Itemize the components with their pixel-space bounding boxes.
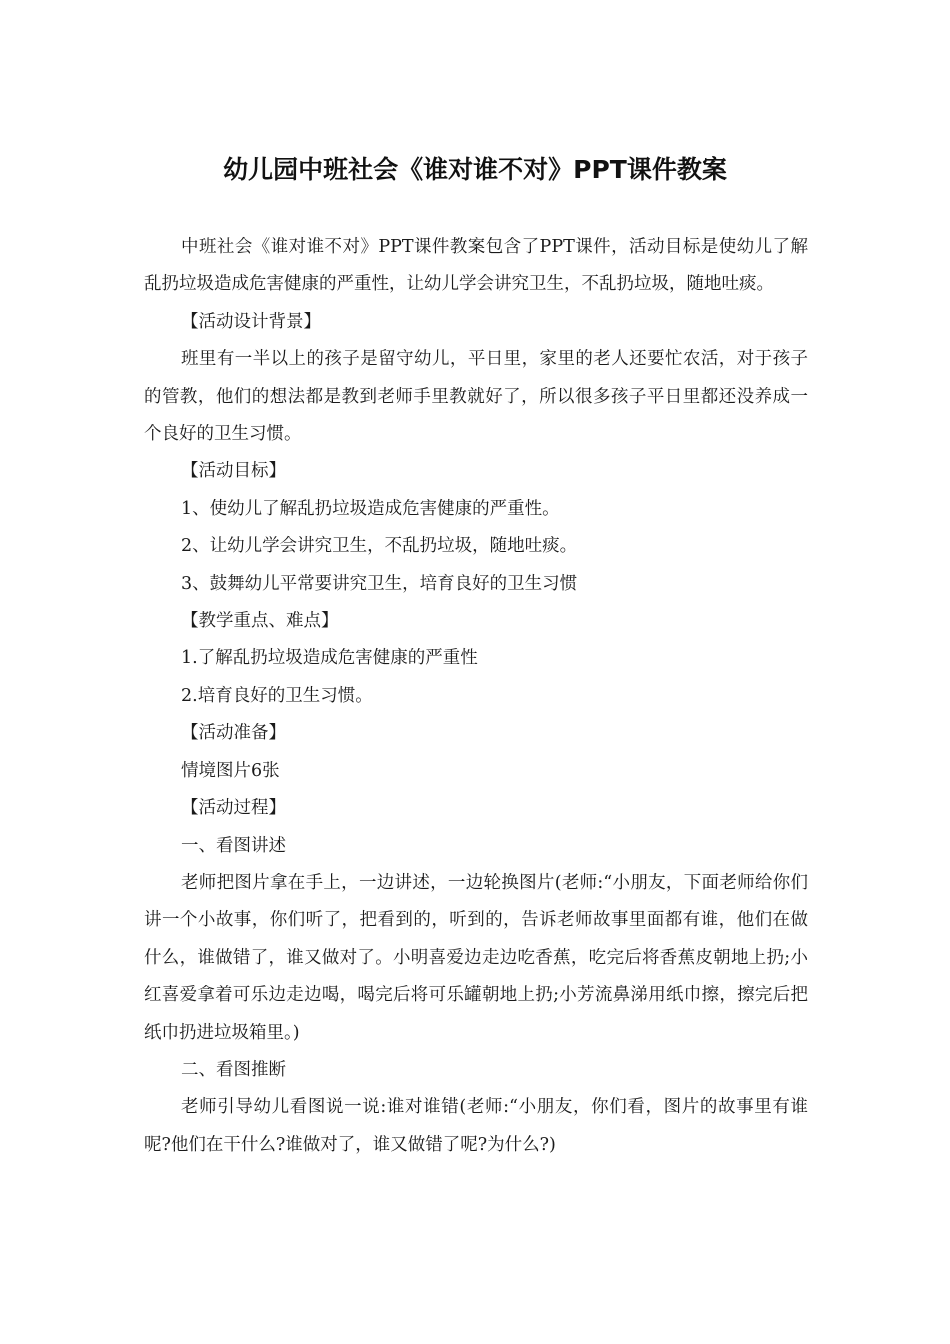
keypoints-heading: 【教学重点、难点】 — [181, 611, 339, 632]
intro-paragraph: 中班社会《谁对谁不对》PPT课件教案包含了PPT课件，活动目标是使幼儿了解乱扔垃圾造成危害健康的严重性，让幼儿学会讲究卫生，不乱扔垃圾，随地吐痰。 — [144, 237, 808, 295]
step1-paragraph: 老师把图片拿在手上，一边讲述，一边轮换图片(老师:“小朋友，下面老师给你们讲一个小故事，你们听了，把看到的，听到的，告诉老师故事里面都有谁，他们在做什么，谁做错了，谁又做对了。小明喜爱边走边吃香蕉，吃完后将香蕉皮朝地上扔;小红喜爱拿着可乐边走边喝，喝完后将可乐罐朝地上扔;小芳流鼻涕用纸巾擦，擦完后把纸巾扔进垃圾箱里。) — [144, 872, 808, 1043]
process-heading: 【活动过程】 — [181, 798, 286, 819]
prep-heading: 【活动准备】 — [181, 723, 286, 744]
goals-heading: 【活动目标】 — [181, 461, 286, 482]
keypoint-item: 2.培育良好的卫生习惯。 — [181, 685, 373, 706]
goal-item: 1、使幼儿了解乱扔垃圾造成危害健康的严重性。 — [181, 498, 560, 519]
background-heading: 【活动设计背景】 — [181, 311, 321, 332]
step2-paragraph: 老师引导幼儿看图说一说:谁对谁错(老师:“小朋友，你们看，图片的故事里有谁呢?他们在干什么?谁做对了，谁又做错了呢?为什么?) — [144, 1097, 808, 1155]
document-body — [144, 229, 808, 1164]
document-title: 幼儿园中班社会《谁对谁不对》PPT课件教案 — [223, 155, 727, 184]
background-paragraph: 班里有一半以上的孩子是留守幼儿，平日里，家里的老人还要忙农活，对于孩子的管教，他们的想法都是教到老师手里教就好了，所以很多孩子平日里都还没养成一个良好的卫生习惯。 — [144, 349, 808, 445]
step1-heading: 一、看图讲述 — [181, 835, 286, 856]
step2-heading: 二、看图推断 — [181, 1059, 286, 1080]
goal-item: 3、鼓舞幼儿平常要讲究卫生，培育良好的卫生习惯 — [181, 573, 578, 594]
prep-text: 情境图片6张 — [181, 760, 280, 781]
keypoint-item: 1.了解乱扔垃圾造成危害健康的严重性 — [181, 648, 478, 669]
goal-item: 2、让幼儿学会讲究卫生，不乱扔垃圾，随地吐痰。 — [181, 536, 578, 557]
